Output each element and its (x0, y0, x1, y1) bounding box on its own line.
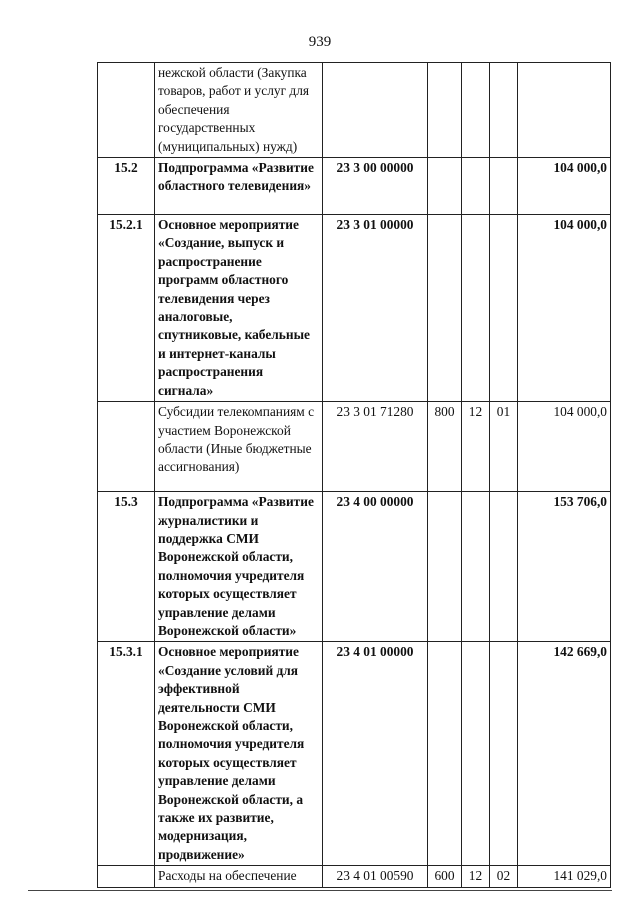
row-pr: 01 (490, 402, 518, 492)
row-vr (428, 642, 462, 866)
table-row (98, 642, 611, 866)
row-rz (462, 158, 490, 215)
row-rz (462, 492, 490, 642)
row-name: Основное мероприятие «Создание условий для эффективной деятельности СМИ Воронежской области, полномочия учредителя которых осуществляет управление делами Воронежской области, а также их развитие, модернизация, продвижение» (155, 642, 323, 866)
row-sum (518, 63, 611, 158)
row-pr (490, 642, 518, 866)
row-number: 15.2 (98, 158, 155, 215)
row-rz: 12 (462, 402, 490, 492)
row-number: 15.3.1 (98, 642, 155, 866)
row-name: Основное мероприятие «Создание, выпуск и распространение программ областного телевидения через аналоговые, спутниковые, кабельные и интернет-каналы распространения сигнала» (155, 215, 323, 402)
row-number (98, 63, 155, 158)
table-row (98, 158, 611, 215)
row-number: 15.3 (98, 492, 155, 642)
row-code: 23 4 01 00590 (323, 866, 428, 887)
row-code: 23 3 00 00000 (323, 158, 428, 215)
row-name: Субсидии телекомпаниям с участием Воронежской области (Иные бюджетные ассигнования) (155, 402, 323, 492)
row-name: Расходы на обеспечение (155, 866, 323, 887)
row-pr (490, 215, 518, 402)
row-pr (490, 492, 518, 642)
row-number (98, 402, 155, 492)
row-rz (462, 642, 490, 866)
row-vr (428, 492, 462, 642)
row-code: 23 4 00 00000 (323, 492, 428, 642)
row-name: Подпрограмма «Развитие журналистики и поддержка СМИ Воронежской области, полномочия учредителя которых осуществляет управление делами Воронежской области» (155, 492, 323, 642)
row-vr (428, 158, 462, 215)
row-vr (428, 215, 462, 402)
row-number: 15.2.1 (98, 215, 155, 402)
row-vr: 800 (428, 402, 462, 492)
row-vr (428, 63, 462, 158)
table-row (98, 492, 611, 642)
row-sum: 153 706,0 (518, 492, 611, 642)
row-rz (462, 63, 490, 158)
row-sum: 104 000,0 (518, 158, 611, 215)
row-sum: 104 000,0 (518, 402, 611, 492)
row-pr: 02 (490, 866, 518, 887)
footer-divider (28, 890, 612, 891)
row-pr (490, 158, 518, 215)
row-number (98, 866, 155, 887)
row-code: 23 3 01 00000 (323, 215, 428, 402)
budget-table (97, 62, 611, 888)
table-row (98, 866, 611, 887)
row-code (323, 63, 428, 158)
row-sum: 142 669,0 (518, 642, 611, 866)
row-sum: 104 000,0 (518, 215, 611, 402)
page-number: 939 (308, 34, 332, 50)
row-vr: 600 (428, 866, 462, 887)
row-rz (462, 215, 490, 402)
row-name: Подпрограмма «Развитие областного телевидения» (155, 158, 323, 215)
row-code: 23 3 01 71280 (323, 402, 428, 492)
table-row (98, 63, 611, 158)
row-name: нежской области (Закупка товаров, работ и услуг для обеспечения государственных (муниципальных) нужд) (155, 63, 323, 158)
row-pr (490, 63, 518, 158)
table-row (98, 402, 611, 492)
row-rz: 12 (462, 866, 490, 887)
row-code: 23 4 01 00000 (323, 642, 428, 866)
table-row (98, 215, 611, 402)
row-sum: 141 029,0 (518, 866, 611, 887)
